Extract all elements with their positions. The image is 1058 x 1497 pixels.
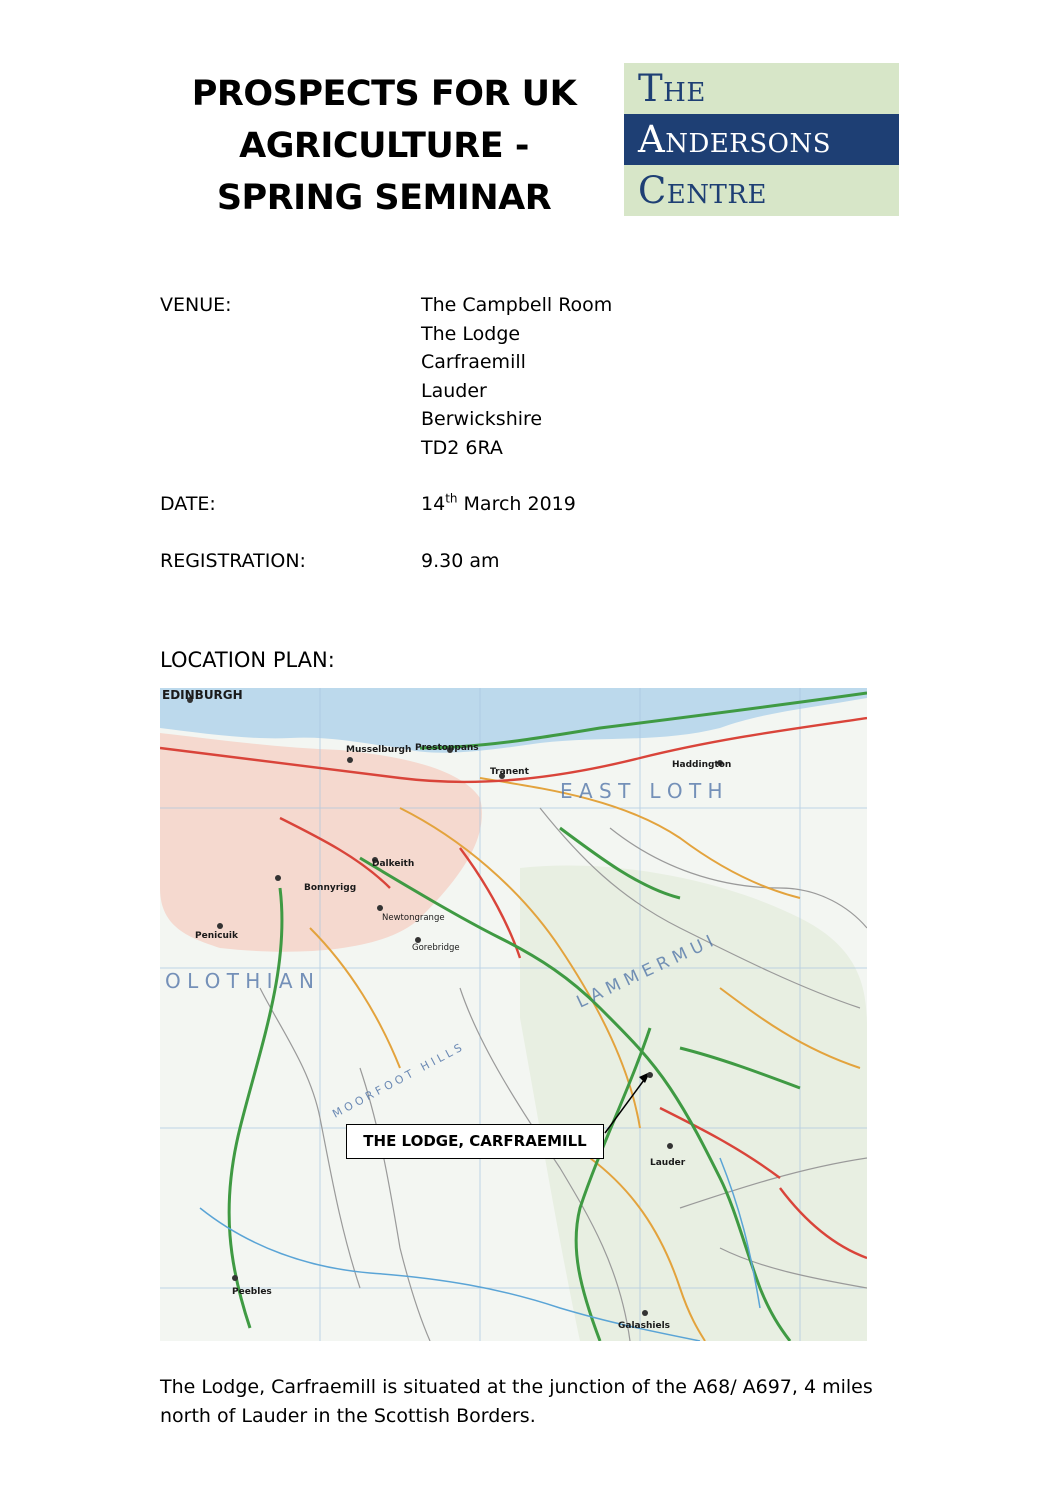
region-moorfoot: M O O R F O O T H I L L S [330,1041,465,1121]
venue-line: TD2 6RA [421,436,503,459]
place-newtongrange: Newtongrange [382,913,445,923]
venue-label: VENUE: [160,294,232,316]
region-midlothian: O L O T H I A N [165,969,314,993]
logo-line-3: Centre [624,165,899,216]
location-plan-heading: LOCATION PLAN: [160,648,335,672]
registration-value: 9.30 am [421,550,500,572]
date-label: DATE: [160,493,216,515]
region-lammermuir: L A M M E R M U I [573,931,717,1013]
place-bonnyrigg: Bonnyrigg [304,883,357,893]
andersons-centre-logo [624,63,899,216]
carfraemill-label: THE LODGE, CARFRAEMILL [346,1124,604,1159]
place-tranent: Tranent [490,767,529,777]
title-line-1: PROSPECTS FOR UK [191,74,577,114]
venue-line: The Campbell Room [421,294,613,316]
registration-label: REGISTRATION: [160,550,306,572]
sea-area [160,688,867,753]
place-edinburgh: EDINBURGH [162,688,243,702]
region-east-lothian: E A S T L O T H [560,779,723,803]
map-graphic [160,688,867,1341]
title-line-2: AGRICULTURE - [239,126,529,166]
location-map [160,688,867,1341]
location-description: The Lodge, Carfraemill is situated at the junction of the A68/ A697, 4 miles north of Lauder in the Scottish Borders. [160,1376,873,1427]
place-haddington: Haddington [672,760,732,770]
place-penicuik: Penicuik [195,931,239,941]
venue-line: Lauder [421,379,487,402]
place-gorebridge: Gorebridge [412,943,460,953]
hills-tint [520,865,867,1341]
place-musselburgh: Musselburgh [346,745,412,755]
date-suffix: th [445,491,458,506]
logo-line-1: The [624,63,899,114]
seminar-title [170,68,598,224]
venue-line: Carfraemill [421,351,526,373]
date-value [421,490,576,519]
date-month-year: March 2019 [457,493,576,515]
title-line-3: SPRING SEMINAR [216,178,552,218]
place-lauder: Lauder [650,1158,686,1168]
place-galashiels: Galashiels [618,1321,671,1331]
venue-line: The Lodge [421,322,521,345]
place-peebles: Peebles [232,1287,272,1297]
venue-line: Berwickshire [421,408,543,430]
place-prestonpans: Prestonpans [415,743,479,753]
place-dalkeith: Dalkeith [372,859,415,869]
logo-line-2: Andersons [624,114,899,165]
date-day: 14 [421,493,446,515]
